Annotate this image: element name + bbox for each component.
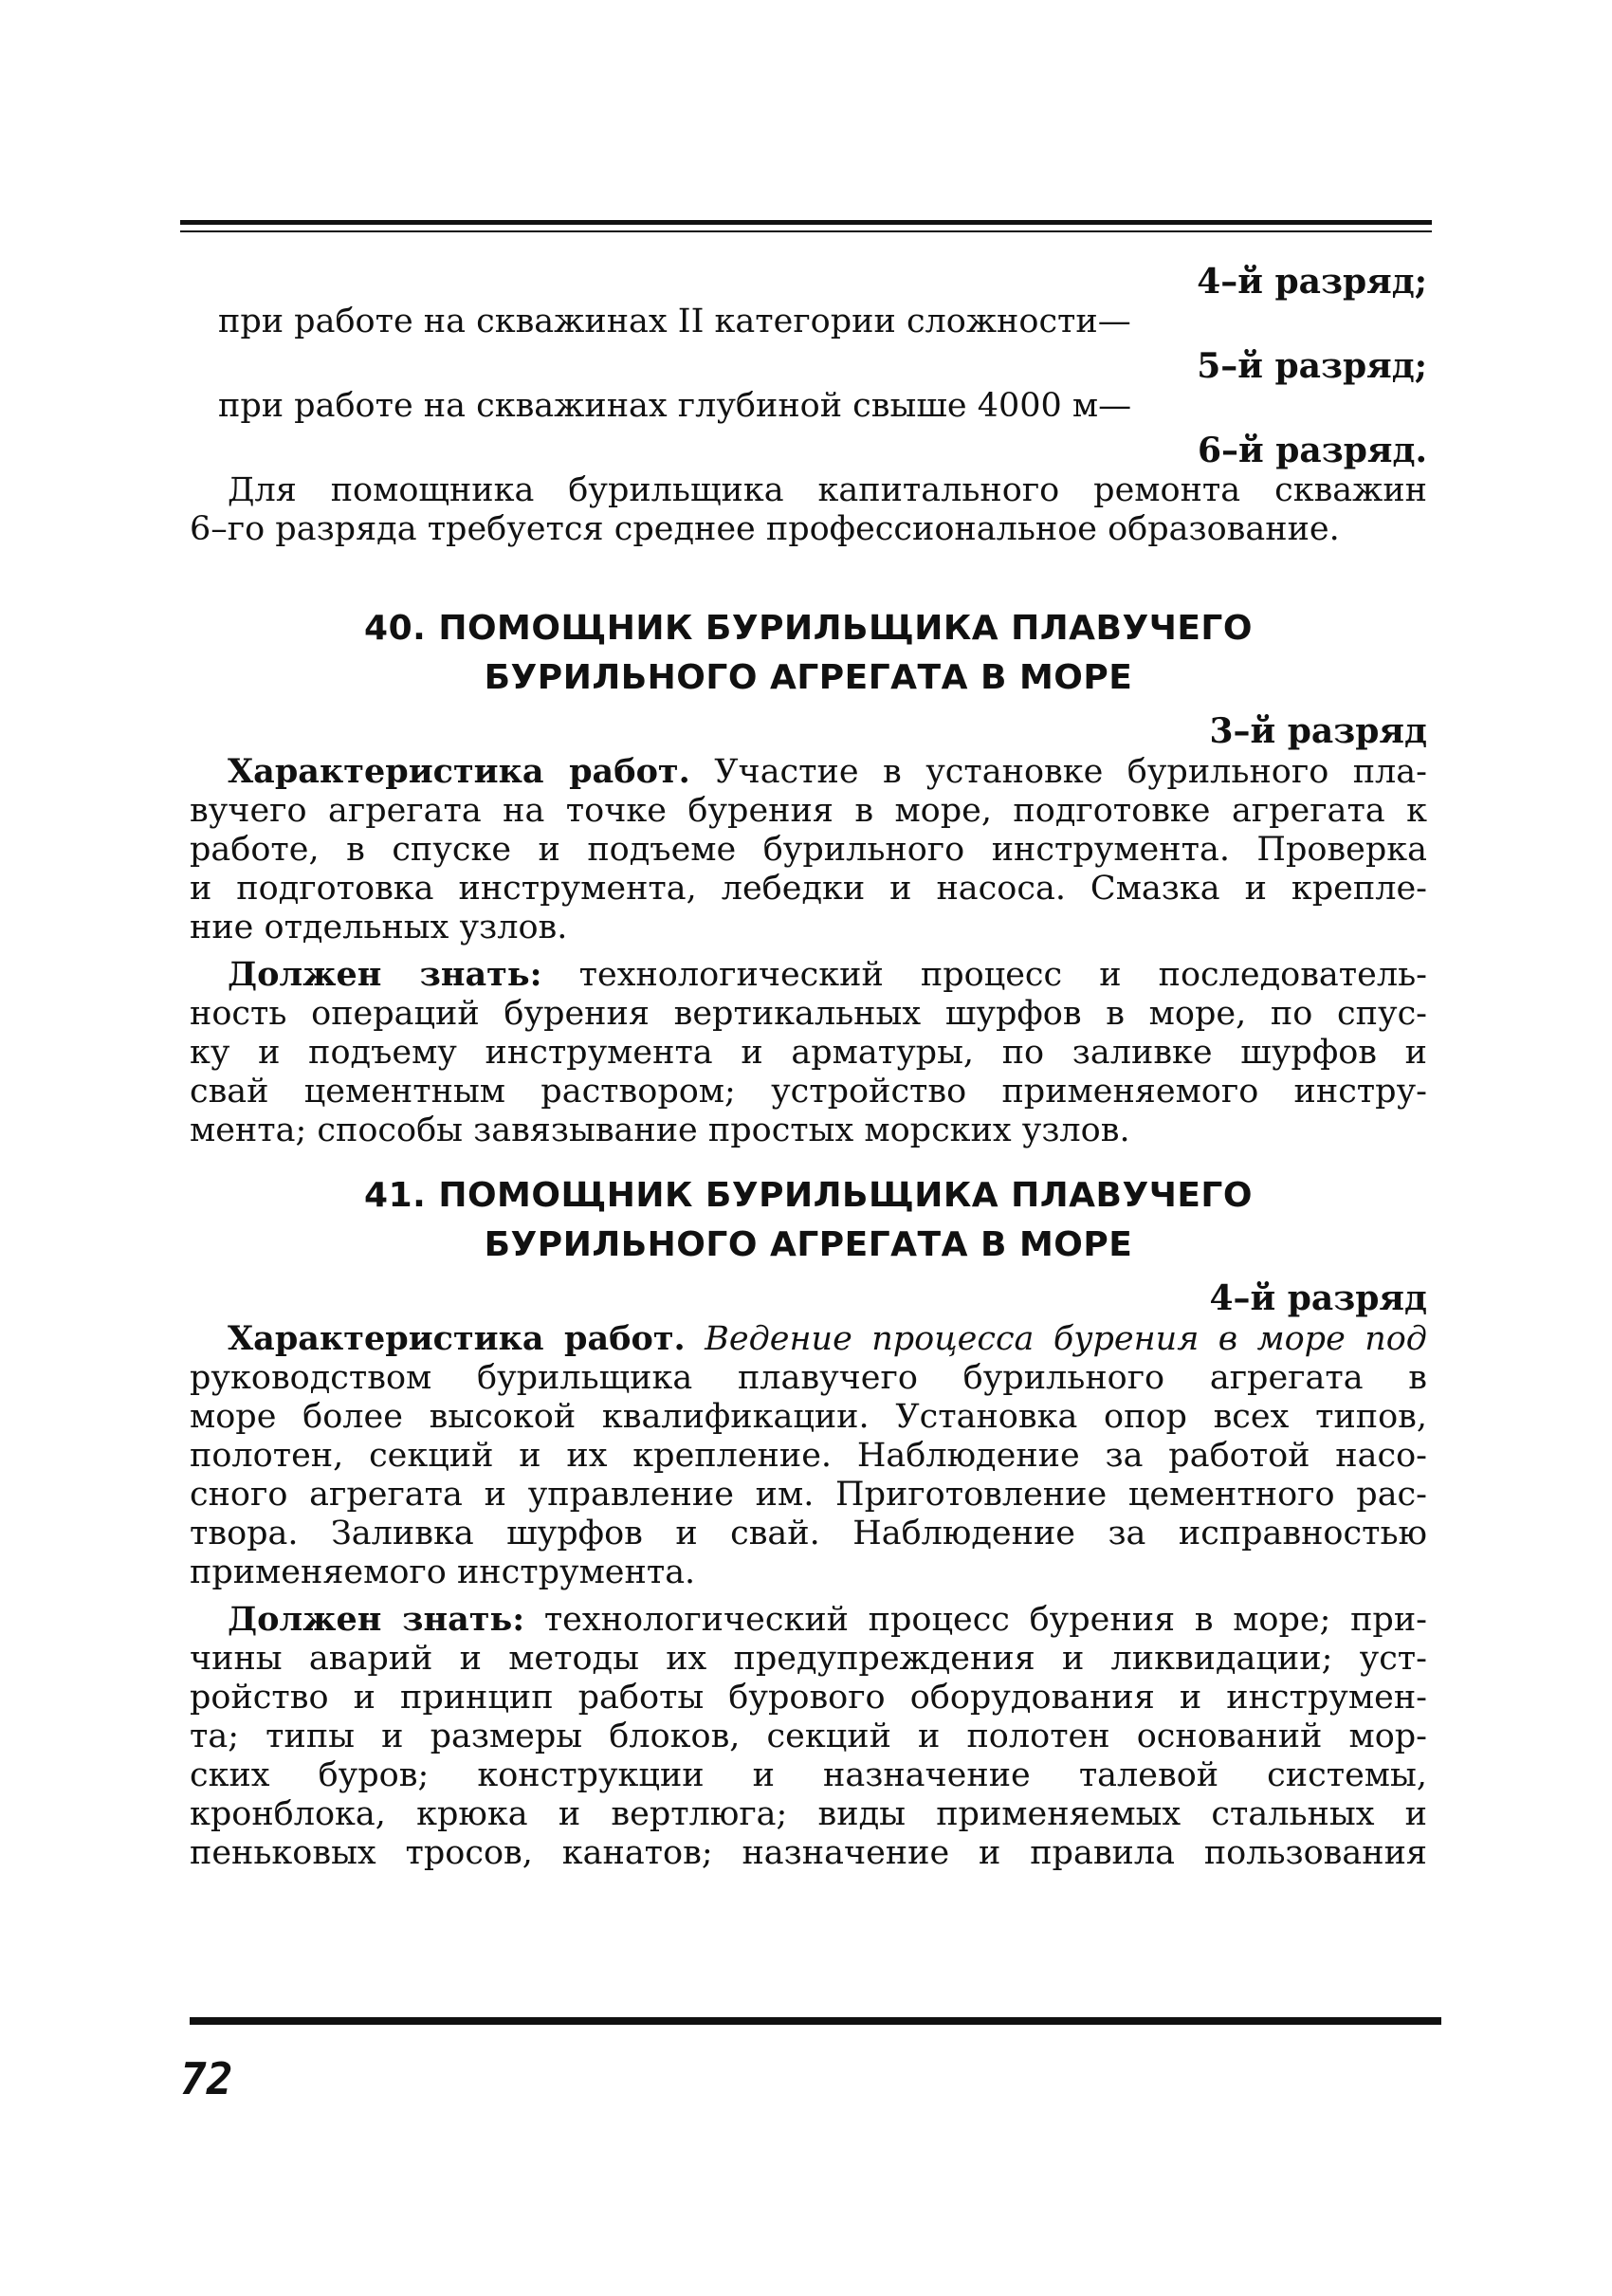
section-40-title-line: БУРИЛЬНОГО АГРЕГАТА В МОРЕ [484, 658, 1133, 697]
grade-6-label: 6–й разряд. [1197, 431, 1427, 470]
intro-note-line: 6–го разряда требуется среднее профессиональное образование. [190, 510, 1340, 548]
bottom-rule [190, 2017, 1441, 2025]
top-rule-thick [180, 220, 1432, 225]
section-41-title [190, 1171, 1427, 1270]
section-41-know-line: ройство и принцип работы бурового оборудования и инструмен- [190, 1679, 1427, 1717]
section-41-title-line: 41. ПОМОЩНИК БУРИЛЬЩИКА ПЛАВУЧЕГО [364, 1176, 1253, 1215]
section-41-grade: 4–й разряд [1209, 1278, 1427, 1318]
section-40-grade: 3–й разряд [1209, 711, 1427, 751]
section-40-know-line: Должен знать: технологический процесс и последователь- [228, 955, 1427, 994]
section-40-work-line: Характеристика работ. Участие в установке бурильного пла- [228, 752, 1427, 791]
section-40-know-label: Должен знать: [228, 955, 542, 994]
section-40-work-line: работе, в спуске и подъеме бурильного инструмента. Проверка [190, 831, 1427, 869]
section-41-title-line: БУРИЛЬНОГО АГРЕГАТА В МОРЕ [484, 1225, 1133, 1264]
grade-4-label: 4–й разряд; [1197, 262, 1427, 302]
intro-note-line: Для помощника бурильщика капитального ремонта скважин [228, 471, 1427, 509]
section-40-know-line: мента; способы завязывание простых морских узлов. [190, 1111, 1130, 1149]
section-40-know-line: свай цементным раствором; устройство применяемого инстру- [190, 1073, 1427, 1111]
section-41-work-line: применяемого инструмента. [190, 1553, 696, 1591]
section-41-know-line: чины аварий и методы их предупреждения и ликвидации; уст- [190, 1640, 1427, 1678]
page-content [190, 261, 1427, 1873]
section-41-know-line: та; типы и размеры блоков, секций и полотен оснований мор- [190, 1717, 1427, 1755]
section-41-work-description [190, 1319, 1427, 1592]
section-41-work-line: море более высокой квалификации. Установка опор всех типов, [190, 1398, 1427, 1436]
section-40-work-label: Характеристика работ. [228, 752, 690, 791]
section-40-work-description [190, 752, 1427, 947]
section-41-work-line: твора. Заливка шурфов и свай. Наблюдение за исправностью [190, 1515, 1427, 1552]
intro-line-depth: при работе на скважинах глубиной свыше 4000 м— [218, 387, 1132, 425]
section-41-know-line: Должен знать: технологический процесс бурения в море; при- [228, 1600, 1427, 1639]
section-40-work-line: и подготовка инструмента, лебедки и насоса. Смазка и крепле- [190, 870, 1427, 908]
page-number: 72 [180, 2053, 233, 2104]
section-41-work-line: сного агрегата и управление им. Приготовление цементного рас- [190, 1476, 1427, 1514]
intro-line-category: при работе на скважинах II категории сложности— [218, 303, 1131, 340]
section-40-know-line: ность операций бурения вертикальных шурфов в море, по спус- [190, 995, 1427, 1033]
section-41-know-line: ских буров; конструкции и назначение талевой системы, [190, 1756, 1427, 1794]
section-40-title [190, 604, 1427, 703]
section-40-work-line: вучего агрегата на точке бурения в море, подготовке агрегата к [190, 792, 1427, 830]
intro-note [190, 471, 1427, 549]
section-41-know-line: кронблока, крюка и вертлюга; виды применяемых стальных и [190, 1795, 1427, 1833]
section-41-knowledge [190, 1600, 1427, 1873]
section-41-work-line: руководством бурильщика плавучего бурильного агрегата в [190, 1359, 1427, 1397]
section-40-title-line: 40. ПОМОЩНИК БУРИЛЬЩИКА ПЛАВУЧЕГО [364, 609, 1253, 648]
section-41-work-line: полотен, секций и их крепление. Наблюдение за работой насо- [190, 1437, 1427, 1475]
top-rule-thin [180, 230, 1432, 232]
section-40-work-line: ние отдельных узлов. [190, 909, 568, 946]
section-41-know-label: Должен знать: [228, 1600, 525, 1639]
section-40-know-line: ку и подъему инструмента и арматуры, по заливке шурфов и [190, 1034, 1427, 1072]
section-41-work-line: Характеристика работ. Ведение процесса бурения в море под [228, 1319, 1427, 1358]
section-41-know-line: пеньковых тросов, канатов; назначение и правила пользования [190, 1834, 1427, 1872]
grade-5-label: 5–й разряд; [1197, 346, 1427, 386]
section-41-work-label: Характеристика работ. [228, 1319, 686, 1358]
section-40-knowledge [190, 955, 1427, 1150]
